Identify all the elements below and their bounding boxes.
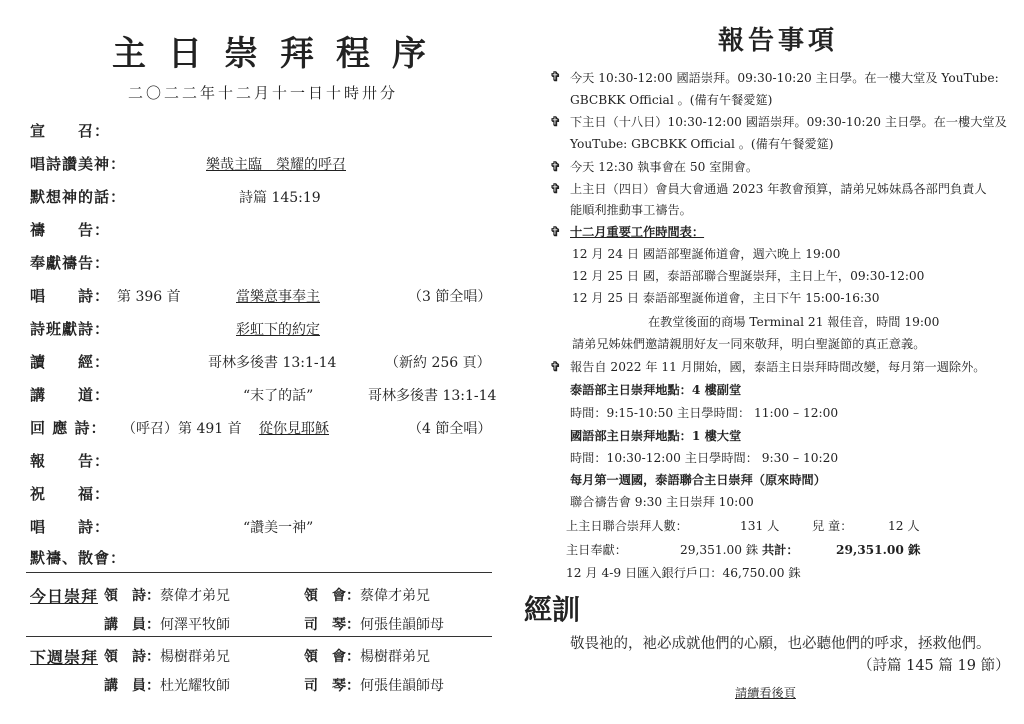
- schedule-title: 十二月重要工作時間表：: [570, 225, 705, 239]
- mandarin-service-time: 時間：10:30-12:00 主日學時間： 9:30 – 10:20: [570, 451, 839, 465]
- order-label: 默禱、散會：: [30, 549, 127, 567]
- order-item-title: 從你見耶穌: [259, 421, 329, 437]
- thai-service-title: 泰語部主日崇拜地點：4 樓副堂: [570, 383, 742, 397]
- next-worship-label: 下週崇拜: [30, 648, 99, 667]
- order-label: 唱 詩：: [30, 287, 111, 305]
- mandarin-service-title: 國語部主日崇拜地點：1 樓大堂: [570, 429, 742, 443]
- offering-label: 主日奉獻：: [566, 543, 627, 557]
- cross-icon: ✞: [550, 160, 561, 175]
- today-lead-song: 領 詩：蔡偉才弟兄: [104, 588, 230, 604]
- next-lead-meeting: 領 會：楊樹群弟兄: [304, 649, 430, 665]
- order-label: 詩班獻詩：: [30, 320, 111, 338]
- order-label: 默想神的話：: [30, 188, 127, 206]
- order-item-title: “讚美一神”: [243, 520, 314, 536]
- order-label: 奉獻禱告：: [30, 254, 111, 272]
- continue-link[interactable]: 請續看後頁: [735, 686, 796, 700]
- divider-mid: [26, 636, 492, 637]
- order-item-title: “末了的話”: [243, 388, 314, 404]
- order-hymn-number: （呼召）第 491 首: [122, 421, 242, 437]
- total-value: 29,351.00 銖: [836, 543, 921, 557]
- attendance-children-label: 兒 童：: [812, 519, 853, 533]
- order-hymn-number: 第 396 首: [117, 289, 181, 305]
- order-item-title: 當樂意事奉主: [236, 289, 320, 305]
- announcement-3: 今天 12:30 執事會在 50 室開會。: [570, 160, 759, 174]
- scripture-title: 經訓: [524, 593, 581, 626]
- attendance-adults: 131 人: [740, 519, 780, 533]
- announcement-6: 報告自 2022 年 11 月開始，國，泰語主日崇拜時間改變，每月第一週除外。: [570, 360, 986, 374]
- schedule-item-4: 在教堂後面的商場 Terminal 21 報佳音，時間 19:00: [648, 315, 940, 329]
- order-item-title: 彩虹下的約定: [236, 322, 320, 338]
- offering-value: 29,351.00 銖: [680, 543, 759, 557]
- announcements-header: 報告事項: [718, 26, 839, 56]
- order-label: 讀 經：: [30, 353, 111, 371]
- order-item-title: 詩篇 145:19: [239, 190, 321, 206]
- announcement-4a: 上主日（四日）會員大會通過 2023 年教會預算，請弟兄姊妹爲各部門負責人: [570, 182, 987, 196]
- announcement-1b: GBCBKK Official 。(備有午餐愛筵): [570, 93, 773, 107]
- attendance-children: 12 人: [888, 519, 920, 533]
- order-item-note: 哥林多後書 13:1-14: [368, 388, 497, 404]
- next-lead-song: 領 詩：楊樹群弟兄: [104, 649, 230, 665]
- order-label: 報 告：: [30, 452, 111, 470]
- order-label: 回 應 詩：: [30, 419, 107, 437]
- announcement-2b: YouTube: GBCBKK Official 。(備有午餐愛筵): [570, 137, 834, 151]
- order-item-title: 哥林多後書 13:1-14: [208, 355, 337, 371]
- order-label: 唱詩讚美神：: [30, 155, 127, 173]
- next-speaker: 講 員：杜光耀牧師: [104, 678, 230, 694]
- cross-icon: ✞: [550, 225, 561, 240]
- divider-top: [26, 572, 492, 573]
- bank-deposit: 12 月 4-9 日匯入銀行戶口：46,750.00 銖: [566, 566, 801, 580]
- order-label: 祝 福：: [30, 485, 111, 503]
- today-worship-label: 今日崇拜: [30, 587, 99, 606]
- cross-icon: ✞: [550, 115, 561, 130]
- next-pianist: 司 琴：何張佳韻師母: [304, 678, 444, 694]
- cross-icon: ✞: [550, 70, 561, 85]
- scripture-verse: 敬畏祂的，祂必成就他們的心願，也必聽他們的呼求，拯救他們。: [570, 636, 991, 652]
- announcement-2a: 下主日（十八日）10:30-12:00 國語崇拜。09:30-10:20 主日學。在一樓大堂及: [570, 115, 1007, 129]
- order-item-note: （新約 256 頁）: [385, 355, 491, 371]
- announcement-4b: 能順利推動事工禱告。: [570, 203, 692, 217]
- service-date: 二〇二二年十二月十一日十時卅分: [128, 84, 399, 102]
- today-pianist: 司 琴：何張佳韻師母: [304, 617, 444, 633]
- order-item-note: （4 節全唱）: [408, 421, 492, 437]
- thai-service-time: 時間：9:15-10:50 主日學時間： 11:00 – 12:00: [570, 406, 839, 420]
- schedule-item-5: 請弟兄姊妹們邀請親朋好友一同來敬拜，明白聖誕節的真正意義。: [572, 337, 926, 351]
- today-lead-meeting: 領 會：蔡偉才弟兄: [304, 588, 430, 604]
- order-label: 禱 告：: [30, 221, 111, 239]
- today-speaker: 講 員：何澤平牧師: [104, 617, 230, 633]
- joint-service-time: 聯合禱告會 9:30 主日崇拜 10:00: [570, 495, 754, 509]
- schedule-item-3: 12 月 25 日 泰語部聖誕佈道會，主日下午 15:00-16:30: [572, 291, 880, 305]
- attendance-label: 上主日聯合崇拜人數：: [566, 519, 688, 533]
- order-label: 講 道：: [30, 386, 111, 404]
- schedule-item-1: 12 月 24 日 國語部聖誕佈道會，週六晚上 19:00: [572, 247, 841, 261]
- order-item-title: 樂哉主臨 榮耀的呼召: [206, 157, 346, 173]
- order-label: 宣 召：: [30, 122, 111, 140]
- total-label: 共計：: [762, 543, 799, 557]
- cross-icon: ✞: [550, 182, 561, 197]
- schedule-item-2: 12 月 25 日 國，泰語部聯合聖誕崇拜，主日上午，09:30-12:00: [572, 269, 925, 283]
- cross-icon: ✞: [550, 360, 561, 375]
- page-title: 主日崇拜程序: [112, 34, 448, 74]
- joint-service-title: 每月第一週國，泰語聯合主日崇拜（原來時間）: [570, 473, 826, 487]
- order-label: 唱 詩：: [30, 518, 111, 536]
- order-item-note: （3 節全唱）: [408, 289, 492, 305]
- announcement-1a: 今天 10:30-12:00 國語崇拜。09:30-10:20 主日學。在一樓大堂及 YouTube:: [570, 71, 999, 85]
- scripture-reference: （詩篇 145 篇 19 節）: [858, 658, 1010, 674]
